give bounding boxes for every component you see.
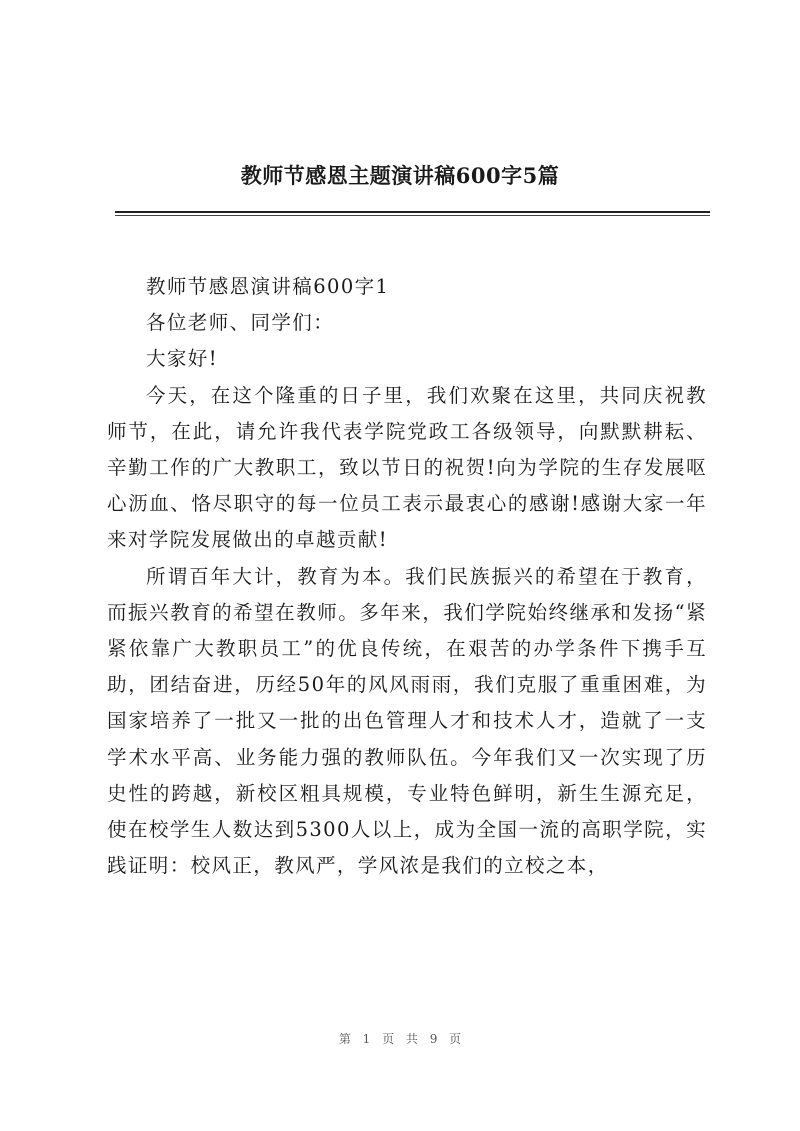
greeting: 大家好! [146,347,218,371]
title-divider-thin [115,215,710,216]
title-divider-thick [115,211,710,213]
document-body [107,269,707,884]
section-heading: 教师节感恩演讲稿600字1 [146,275,390,298]
page-number-footer: 第 1 页 共 9 页 [338,1032,462,1046]
body-paragraph: 今天，在这个隆重的日子里，我们欢聚在这里，共同庆祝教师节，在此，请允许我代表学院党政工各级领导，向默默耕耘、辛勤工作的广大教职工，致以节日的祝贺!向为学院的生存发展呕心沥血、恪尽职守的每一位员工表示最衷心的感谢!感谢大家一年来对学院发展做出的卓越贡献! [107,383,707,552]
salutation: 各位老师、同学们： [146,311,335,335]
document-title: 教师节感恩主题演讲稿600字5篇 [240,163,560,188]
body-paragraph: 所谓百年大计，教育为本。我们民族振兴的希望在于教育，而振兴教育的希望在教师。多年来，我们学院始终继承和发扬“紧紧依靠广大教职员工”的优良传统，在艰苦的办学条件下携手互助，团结奋进，历经50年的风风雨雨，我们克服了重重困难，为国家培养了一批又一批的出色管理人才和技术人才，造就了一支学术水平高、业务能力强的教师队伍。今年我们又一次实现了历史性的跨越，新校区粗具规模，专业特色鲜明，新生生源充足，使在校学生人数达到5300人以上，成为全国一流的高职学院，实践证明：校风正，教风严，学风浓是我们的立校之本， [107,564,707,878]
